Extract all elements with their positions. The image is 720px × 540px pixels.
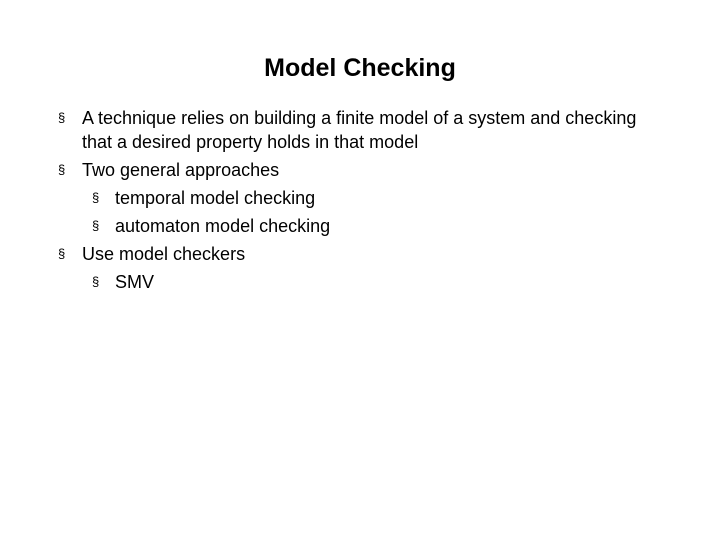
bullet-text: Use model checkers: [82, 244, 246, 264]
bullet-item: [58, 158, 698, 182]
bullet-item: [58, 242, 698, 266]
bullet-marker: §: [58, 110, 66, 125]
bullet-marker: §: [92, 190, 100, 205]
bullet-text: A technique relies on building a finite model of a system and checking that a desired property holds in that model: [82, 108, 637, 152]
slide-title: Model Checking: [264, 54, 456, 82]
sub-bullet-item: [58, 214, 698, 238]
bullet-marker: §: [58, 246, 66, 261]
bullet-text: SMV: [115, 272, 155, 292]
bullet-text: automaton model checking: [115, 216, 331, 236]
bullet-marker: §: [58, 162, 66, 177]
bullet-text: temporal model checking: [115, 188, 316, 208]
bullet-marker: §: [92, 274, 100, 289]
bullet-text: Two general approaches: [82, 160, 280, 180]
bullet-list: [58, 106, 698, 298]
sub-bullet-item: [58, 186, 698, 210]
bullet-item: [58, 106, 698, 154]
sub-bullet-item: [58, 270, 698, 294]
bullet-marker: §: [92, 218, 100, 233]
